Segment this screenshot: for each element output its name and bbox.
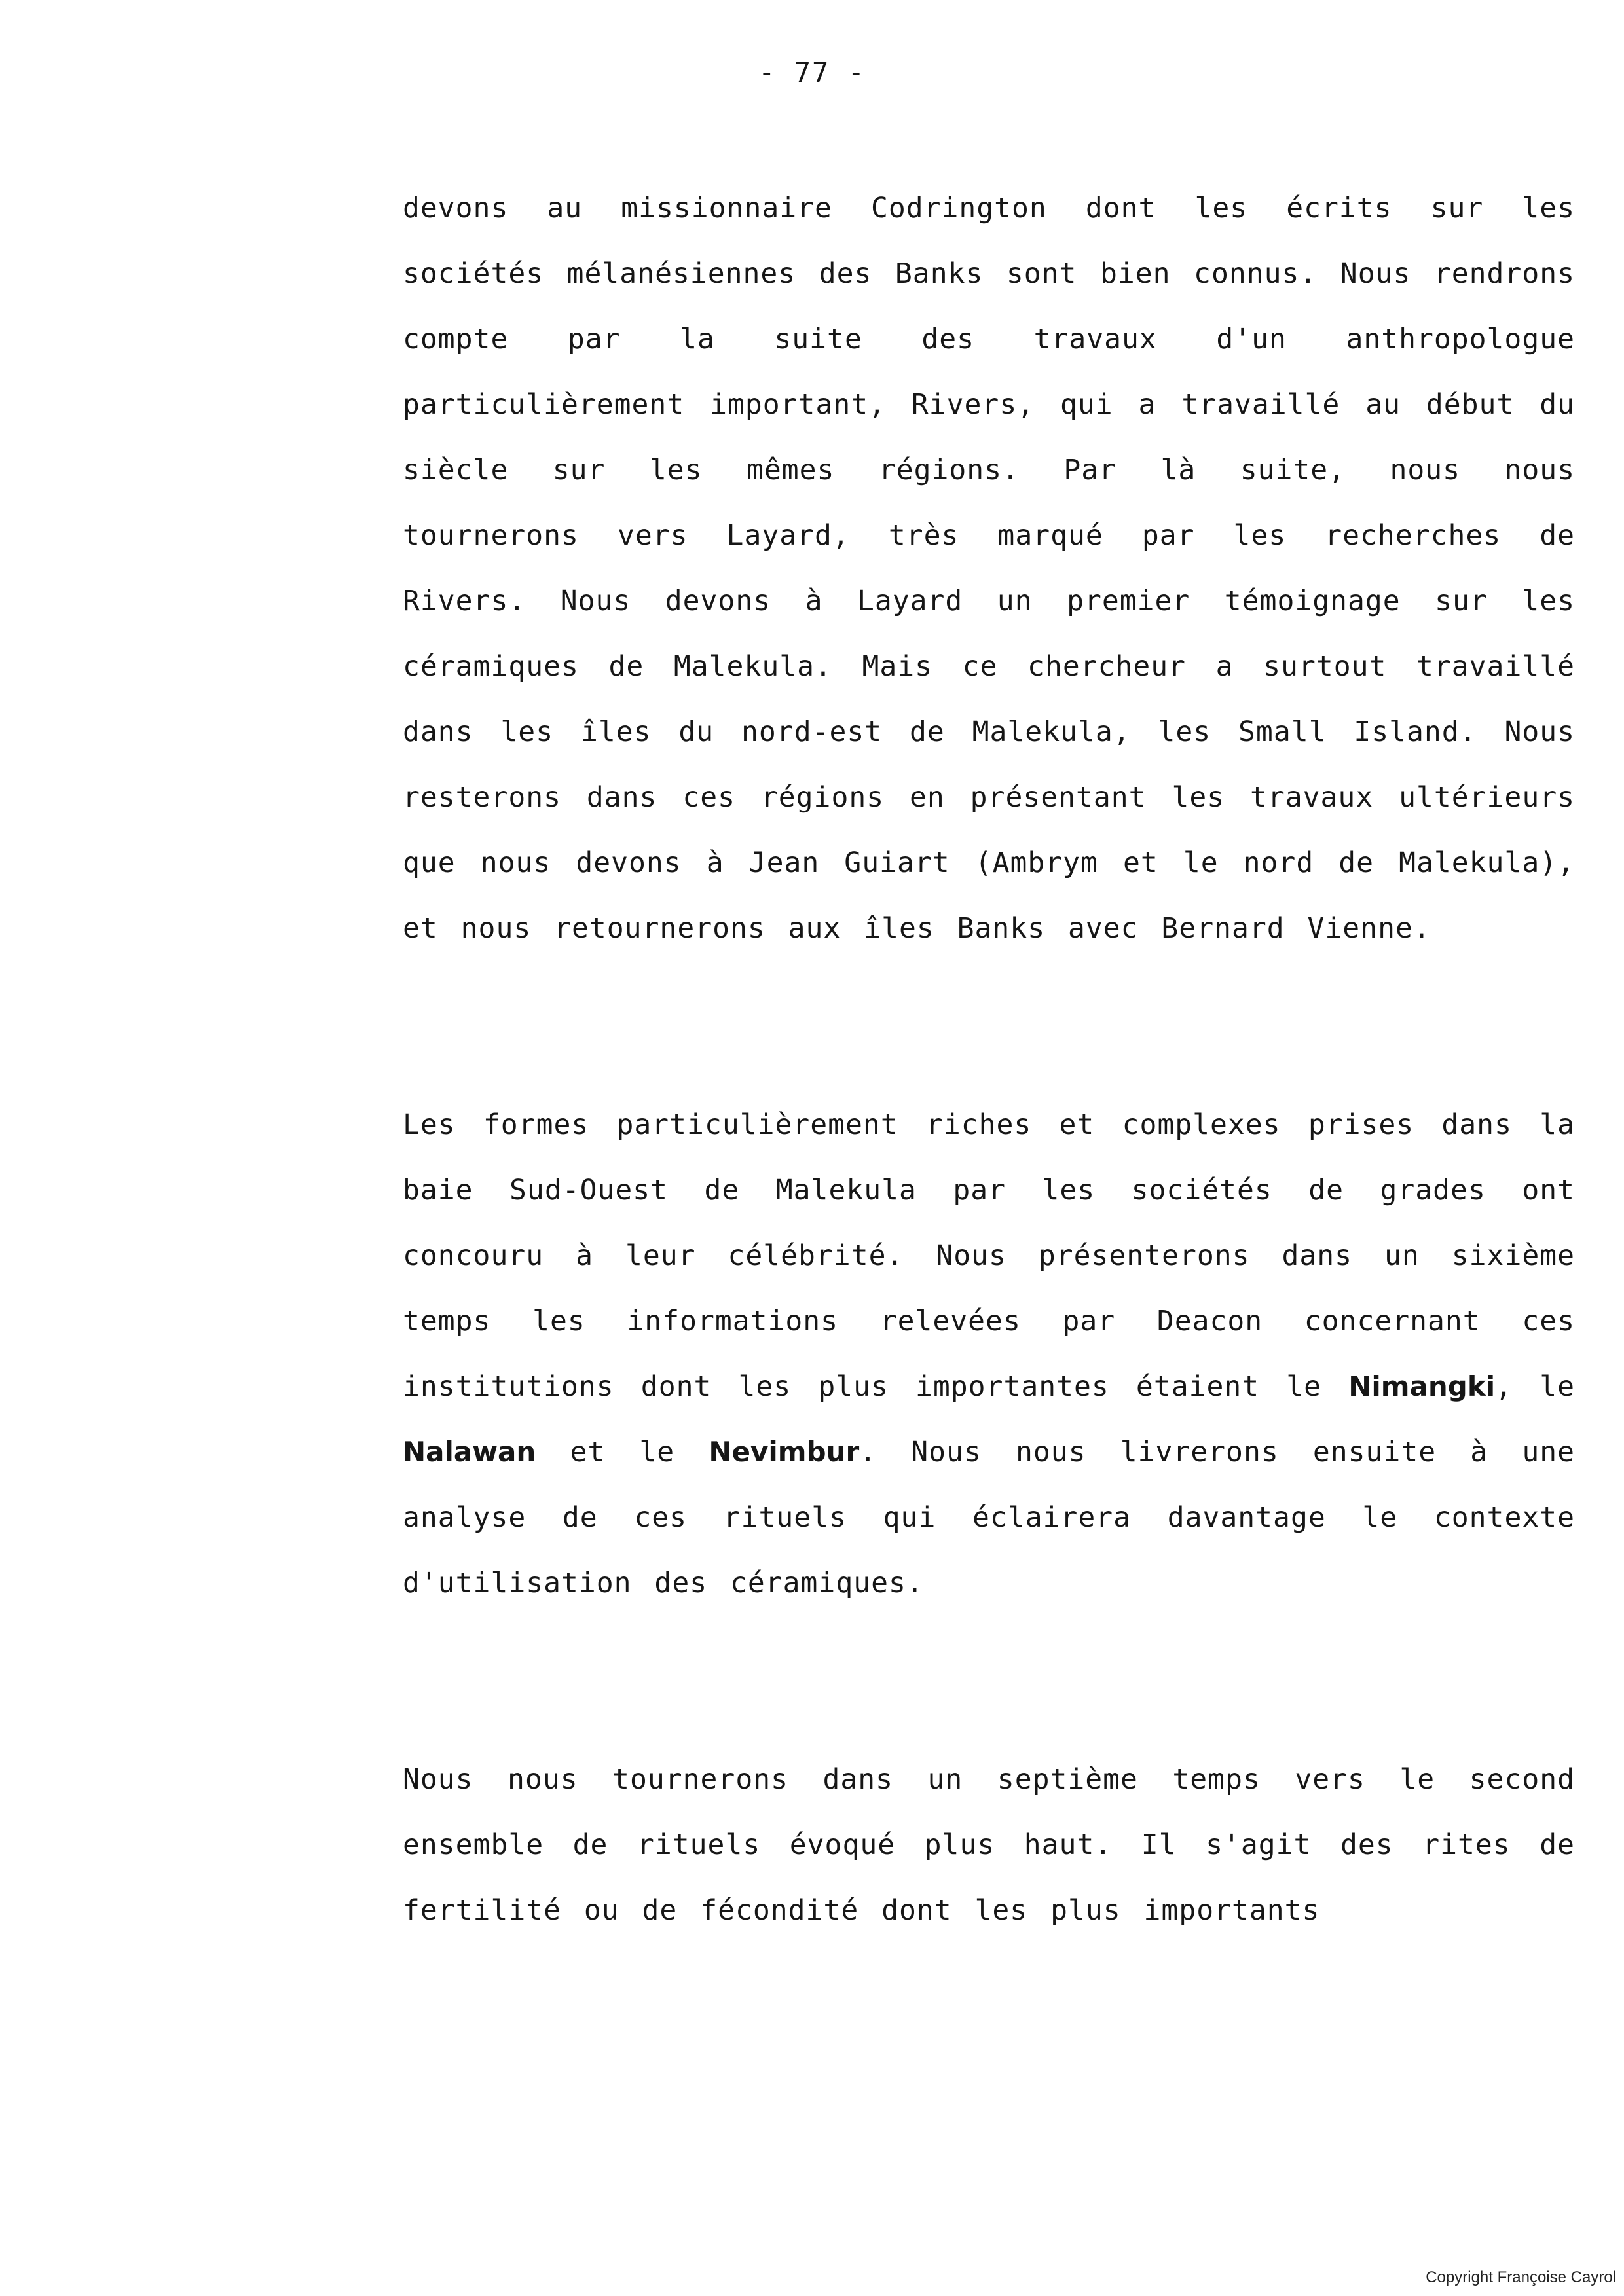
paragraph-2-separator-2: et le: [570, 1436, 675, 1468]
copyright-notice: Copyright Françoise Cayrol: [1426, 2269, 1616, 2286]
paragraph-2: [403, 1092, 1575, 1616]
paragraph-2-separator-1: , le: [1495, 1370, 1575, 1403]
paragraph-2-text-end: . Nous nous livrerons ensuite à une analyse de ces rituels qui éclairera davantage le contexte d'utilisation des céramiques.: [403, 1436, 1575, 1599]
paragraph-1: devons au missionnaire Codrington dont les écrits sur les sociétés mélanésiennes des Banks sont bien connus. Nous rendrons compte par la suite des travaux d'un anthropologue particulièrement important, Rivers, qui a travaillé au début du siècle sur les mêmes régions. Par là suite, nous nous tournerons vers Layard, très marqué par les recherches de Rivers. Nous devons à Layard un premier témoignage sur les céramiques de Malekula. Mais ce chercheur a surtout travaillé dans les îles du nord-est de Malekula, les Small Island. Nous resterons dans ces régions en présentant les travaux ultérieurs que nous devons à Jean Guiart (Ambrym et le nord de Malekula), et nous retournerons aux îles Banks avec Bernard Vienne.: [403, 192, 1575, 945]
paragraph-3: Nous nous tournerons dans un septième temps vers le second ensemble de rituels évoqué plus haut. Il s'agit des rites de fertilité ou de fécondité dont les plus importants: [403, 1763, 1575, 1927]
paragraph-2-text-start: Les formes particulièrement riches et complexes prises dans la baie Sud-Ouest de Malekula par les sociétés de grades ont concouru à leur célébrité. Nous présenterons dans un sixième temps les informations relevées par Deacon concernant ces institutions dont les plus importantes étaient le: [403, 1108, 1575, 1403]
term-nimangki: Nimangki: [1348, 1370, 1496, 1402]
page-number: - 77 -: [758, 56, 866, 88]
term-nalawan: Nalawan: [403, 1436, 536, 1468]
term-nevimbur: Nevimbur: [709, 1436, 860, 1468]
